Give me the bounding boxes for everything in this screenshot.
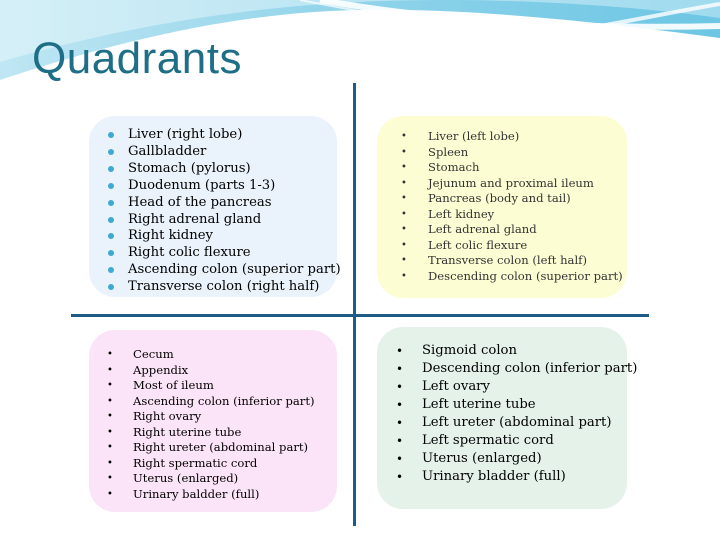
slide-title: Quadrants (32, 34, 242, 83)
organ-list-bottom-right (395, 342, 638, 486)
list-item: • Pancreas (body and tail) (399, 191, 627, 207)
quadrant-bottom-left (89, 330, 337, 512)
list-item: Duodenum (parts 1-3) (106, 178, 337, 195)
list-item: Ascending colon (superior part) (106, 262, 337, 279)
list-item: • Spleen (399, 145, 627, 161)
list-item: • Stomach (399, 160, 627, 176)
list-item: • Descending colon (superior part) (399, 269, 627, 285)
list-item: • Urinary baldder (full) (105, 487, 337, 503)
list-item: • Uterus (enlarged) (105, 471, 337, 487)
list-item: • Appendix (105, 363, 337, 379)
list-item: Liver (right lobe) (106, 127, 337, 144)
organ-list-bottom-left (105, 347, 337, 502)
organ-list-top-right (399, 129, 627, 284)
list-item: • Left uterine tube (395, 396, 627, 414)
list-item: • Right ureter (abdominal part) (105, 440, 337, 456)
list-item: • Left ureter (abdominal part) (395, 414, 627, 432)
list-item: • Right spermatic cord (105, 456, 337, 472)
quadrant-top-right (377, 116, 627, 298)
list-item: • Left colic flexure (399, 238, 627, 254)
list-item: • Left adrenal gland (399, 222, 627, 238)
organ-list-top-left (106, 127, 341, 296)
list-item: • Liver (left lobe) (399, 129, 627, 145)
horizontal-axis-line (71, 314, 649, 317)
list-item: • Left spermatic cord (395, 432, 627, 450)
list-item: • Ascending colon (inferior part) (105, 394, 337, 410)
list-item: • Most of ileum (105, 378, 337, 394)
list-item: • Left ovary (395, 378, 627, 396)
quadrant-top-left (89, 116, 341, 297)
list-item: Transverse colon (right half) (106, 279, 337, 296)
quadrant-bottom-right (377, 327, 638, 509)
list-item: • Transverse colon (left half) (399, 253, 627, 269)
list-item: • Left kidney (399, 207, 627, 223)
list-item: Right colic flexure (106, 245, 337, 262)
list-item: • Jejunum and proximal ileum (399, 176, 627, 192)
list-item: Gallbladder (106, 144, 337, 161)
list-item: Stomach (pylorus) (106, 161, 337, 178)
list-item: • Right uterine tube (105, 425, 337, 441)
list-item: • Cecum (105, 347, 337, 363)
list-item: • Right ovary (105, 409, 337, 425)
vertical-axis-line (353, 83, 356, 526)
list-item: • Uterus (enlarged) (395, 450, 627, 468)
list-item: • Urinary bladder (full) (395, 468, 627, 486)
list-item: • Sigmoid colon (395, 342, 627, 360)
list-item: Head of the pancreas (106, 195, 337, 212)
list-item: Right adrenal gland (106, 212, 337, 229)
list-item: Right kidney (106, 228, 337, 245)
list-item: • Descending colon (inferior part) (395, 360, 627, 378)
